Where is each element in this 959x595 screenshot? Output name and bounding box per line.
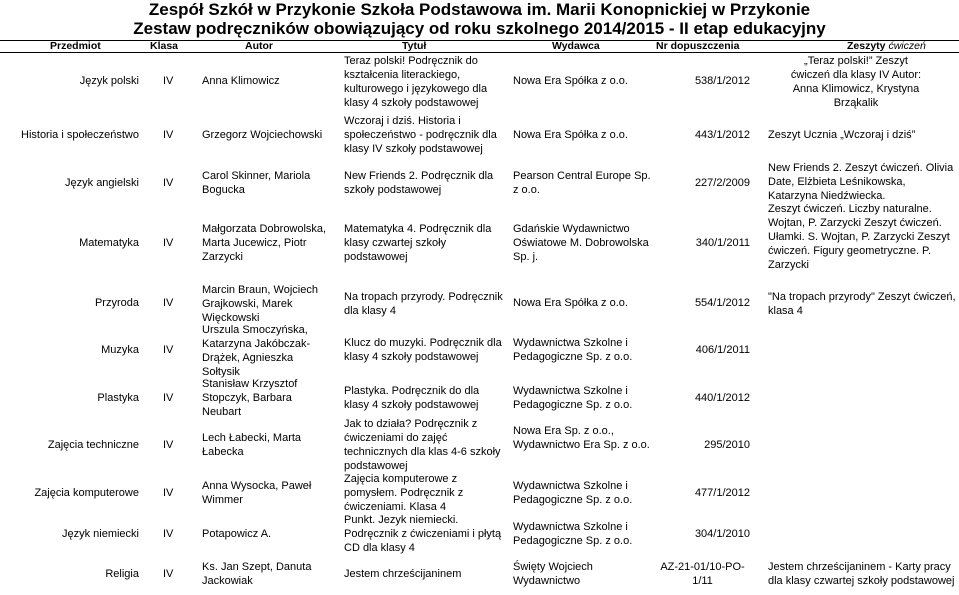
page-title: Zespół Szkół w Przykonie Szkoła Podstawowa im. Marii Konopnickiej w Przykonie: [148, 0, 811, 19]
cell-class: IV: [163, 177, 174, 189]
header-title: Tytuł: [402, 40, 427, 52]
cell-workbook: Zeszyt ćwiczeń. Liczby naturalne. Wojtan, P. Zarzycki Zeszyt ćwiczeń. Ułamki. S. Wojtan, P. Zarzycki Zeszyt ćwiczeń. Figury geometryczne. P. Zarzycki: [768, 203, 950, 271]
cell-author: Małgorzata Dobrowolska, Marta Jucewicz, Piotr Zarzycki: [202, 223, 327, 263]
cell-class: IV: [163, 528, 174, 540]
cell-workbook: Jestem chrześcijaninem - Karty pracy dla klasy czwartej szkoły podstawowej: [768, 561, 955, 587]
cell-title: Jak to działa? Podręcznik z ćwiczeniami do zajęć technicznych dla klas 4-6 szkoły podstawowej: [344, 418, 501, 472]
cell-author: Grzegorz Wojciechowski: [202, 129, 323, 141]
cell-subject: Język niemiecki: [61, 528, 139, 540]
cell-class: IV: [163, 568, 174, 580]
header-author: Autor: [245, 40, 273, 52]
header-class: Klasa: [150, 40, 179, 52]
cell-approval: 406/1/2011: [695, 344, 750, 356]
table-header: [0, 40, 959, 53]
cell-subject: Plastyka: [97, 392, 139, 404]
cell-title: Jestem chrześcijaninem: [344, 568, 462, 580]
cell-subject: Zajęcia techniczne: [47, 439, 139, 451]
cell-publisher: Nowa Era Spółka z o.o.: [513, 297, 628, 309]
cell-class: IV: [163, 237, 174, 249]
cell-author: Carol Skinner, Mariola Bogucka: [202, 170, 311, 196]
cell-class: IV: [163, 75, 174, 87]
cell-subject: Historia i społeczeństwo: [21, 129, 139, 141]
cell-subject: Religia: [105, 568, 139, 580]
cell-class: IV: [163, 487, 174, 499]
cell-subject: Przyroda: [94, 297, 139, 309]
cell-approval: 340/1/2011: [695, 237, 750, 249]
cell-title: Plastyka. Podręcznik do dla klasy 4 szkoły podstawowej: [344, 385, 480, 411]
cell-title: Punkt. Jezyk niemiecki. Podręcznik z ćwiczeniami i płytą CD dla klasy 4: [344, 514, 502, 554]
cell-author: Anna Wysocka, Paweł Wimmer: [202, 480, 312, 506]
cell-author: Stanisław Krzysztof Stopczyk, Barbara Neubart: [202, 378, 298, 418]
cell-author: Urszula Smoczyńska, Katarzyna Jakóbczak-Drążek, Agnieszka Sołtysik: [202, 324, 311, 378]
cell-subject: Muzyka: [101, 344, 139, 356]
cell-subject: Język angielski: [65, 177, 139, 189]
cell-publisher: Pearson Central Europe Sp. z o.o.: [513, 170, 651, 196]
cell-approval: 440/1/2012: [694, 392, 750, 404]
cell-title: Matematyka 4. Podręcznik dla klasy czwartej szkoły podstawowej: [344, 223, 492, 263]
cell-workbook: „Teraz polski!” Zeszyt ćwiczeń dla klasy IV Autor: Anna Klimowicz, Krystyna Brząkalik: [790, 55, 922, 109]
cell-author: Marcin Braun, Wojciech Grajkowski, Marek Więckowski: [202, 284, 318, 324]
cell-workbook: "Na tropach przyrody" Zeszyt ćwiczeń, klasa 4: [768, 291, 956, 317]
cell-approval: 477/1/2012: [694, 487, 750, 499]
cell-publisher: Wydawnictwa Szkolne i Pedagogiczne Sp. z o.o.: [513, 521, 633, 547]
cell-class: IV: [163, 344, 174, 356]
cell-approval: 554/1/2012: [694, 297, 750, 309]
cell-workbook: Zeszyt Ucznia „Wczoraj i dziś”: [768, 129, 916, 141]
cell-approval: 443/1/2012: [694, 129, 750, 141]
header-publisher: Wydawca: [552, 40, 600, 52]
cell-workbook: New Friends 2. Zeszyt ćwiczeń. Olivia Date, Elżbieta Leśnikowska, Katarzyna Niedźwiecka.: [768, 162, 954, 202]
cell-author: Potapowicz A.: [202, 528, 272, 540]
cell-subject: Matematyka: [79, 237, 139, 249]
cell-title: Zajęcia komputerowe z pomysłem. Podręcznik z ćwiczeniami. Klasa 4: [344, 473, 464, 513]
cell-subject: Zajęcia komputerowe: [34, 487, 139, 499]
cell-subject: Język polski: [79, 75, 139, 87]
cell-title: Na tropach przyrody. Podręcznik dla klasy 4: [344, 291, 503, 317]
cell-title: Wczoraj i dziś. Historia i społeczeństwo - podręcznik dla klasy IV szkoły podstawowej: [344, 115, 497, 155]
page-subtitle: Zestaw podręczników obowiązujący od roku szkolnego 2014/2015 - II etap edukacyjny: [133, 19, 826, 38]
cell-approval: 295/2010: [704, 439, 750, 451]
cell-class: IV: [163, 439, 174, 451]
cell-author: Anna Klimowicz: [202, 75, 280, 87]
cell-title: Klucz do muzyki. Podręcznik dla klasy 4 szkoły podstawowej: [344, 337, 502, 363]
cell-publisher: Nowa Era Spółka z o.o.: [513, 75, 628, 87]
cell-class: IV: [163, 129, 174, 141]
cell-publisher: Nowa Era Spółka z o.o.: [513, 129, 628, 141]
cell-author: Ks. Jan Szept, Danuta Jackowiak: [202, 561, 312, 587]
header-workbooks: Zeszyty ćwiczeń: [847, 40, 926, 52]
cell-publisher: Wydawnictwa Szkolne i Pedagogiczne Sp. z o.o.: [513, 385, 633, 411]
header-subject: Przedmiot: [50, 40, 101, 52]
cell-class: IV: [163, 392, 174, 404]
cell-approval: 227/2/2009: [694, 177, 750, 189]
cell-publisher: Święty Wojciech Wydawnictwo: [513, 561, 593, 587]
cell-title: Teraz polski! Podręcznik do kształcenia literackiego, kulturowego i językowego dla klasy 4 szkoły podstawowej: [344, 55, 488, 109]
cell-class: IV: [163, 297, 174, 309]
cell-approval: 304/1/2010: [694, 528, 750, 540]
cell-approval: AZ-21-01/10-PO-1/11: [660, 561, 745, 587]
header-approval: Nr dopuszczenia: [656, 40, 740, 52]
cell-publisher: Nowa Era Sp. z o.o., Wydawnictwo Era Sp. z o.o.: [513, 425, 650, 451]
cell-approval: 538/1/2012: [694, 75, 750, 87]
cell-publisher: Wydawnictwa Szkolne i Pedagogiczne Sp. z o.o.: [513, 337, 633, 363]
cell-publisher: Wydawnictwa Szkolne i Pedagogiczne Sp. z o.o.: [513, 480, 633, 506]
cell-publisher: Gdańskie Wydawnictwo Oświatowe M. Dobrowolska Sp. j.: [513, 223, 649, 263]
cell-author: Lech Łabecki, Marta Łabecka: [202, 432, 302, 458]
cell-title: New Friends 2. Podręcznik dla szkoły podstawowej: [344, 170, 494, 196]
